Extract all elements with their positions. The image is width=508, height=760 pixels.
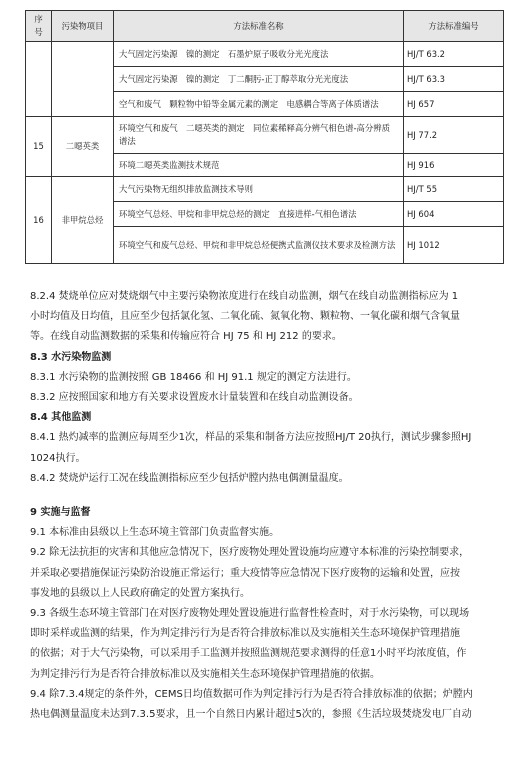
header-pollutant: 污染物项目 — [52, 11, 114, 42]
method-cell: 环境二噁英类监测技术规范 — [114, 154, 404, 177]
para-9-3-line: 即时采样或监测的结果，作为判定排污行为是否符合排放标准以及实施相关生态环境保护管理措施 — [30, 628, 460, 640]
pollutant-cell: 非甲烷总烃 — [52, 177, 114, 264]
method-cell: 大气污染物无组织排放监测技术导则 — [114, 177, 404, 202]
table-row — [26, 42, 504, 67]
para-8-2-4-line: 8.2.4 焚烧单位应对焚烧烟气中主要污染物浓度进行在线自动监测，烟气在线自动监测指标应为 1 — [30, 291, 459, 302]
para-9-2-line: 9.2 除无法抗拒的灾害和其他应急情况下，医疗废物处理处置设施均应遵守本标准的污染控制要求， — [30, 547, 470, 559]
section-heading-9: 9 实施与监督 — [30, 507, 91, 519]
code-cell: HJ/T 55 — [404, 177, 504, 202]
method-cell: 环境空气和废气总烃、甲烷和非甲烷总烃便携式监测仪技术要求及检测方法 — [114, 227, 404, 264]
para-9-3-line: 为判定排污行为是否符合排放标准以及实施相关生态环境保护管理措施的依据。 — [30, 668, 380, 680]
header-method-name: 方法标准名称 — [114, 11, 404, 42]
para-9-4-line: 热电偶测量温度未达到7.3.5要求，且一个自然日内累计超过5次的，参照《生活垃圾焚烧发电厂自动 — [30, 709, 472, 721]
code-cell: HJ/T 63.2 — [404, 42, 504, 67]
header-no: 序号 — [26, 11, 52, 42]
para-8-2-4-line: 小时均值及日均值，且应至少包括氯化氢、二氧化硫、氮氧化物、颗粒物、一氧化碳和烟气含氧量 — [30, 311, 460, 323]
para-9-1: 9.1 本标准由县级以上生态环境主管部门负责监督实施。 — [30, 527, 280, 539]
para-8-4-1-line: 8.4.1 热灼减率的监测应每周至少1次，样品的采集和制备方法应按照HJ/T 20执行，测试步骤参照HJ — [30, 432, 472, 444]
method-standards-table — [25, 10, 504, 264]
code-cell: HJ 77.2 — [404, 117, 504, 154]
table-row — [26, 177, 504, 202]
para-9-2-line: 并采取必要措施保证污染防治设施正常运行；重大疫情等应急情况下医疗废物的运输和处置，应按 — [30, 567, 460, 579]
para-8-3-1: 8.3.1 水污染物的监测按照 GB 18466 和 HJ 91.1 规定的测定方法进行。 — [30, 371, 357, 383]
pollutant-cell-empty — [52, 42, 114, 117]
para-9-4-line: 9.4 除7.3.4规定的条件外，CEMS日均值数据可作为判定排污行为是否符合排放标准的依据；炉膛内 — [30, 688, 473, 700]
no-cell: 15 — [26, 117, 52, 177]
method-cell: 大气固定污染源 镍的测定 石墨炉原子吸收分光光度法 — [114, 42, 404, 67]
spacer — [30, 489, 490, 503]
body-text — [30, 287, 490, 725]
section-heading-8-3: 8.3 水污染物监测 — [30, 351, 112, 363]
pollutant-cell: 二噁英类 — [52, 117, 114, 177]
code-cell: HJ 604 — [404, 202, 504, 227]
code-cell: HJ/T 63.3 — [404, 67, 504, 92]
code-cell: HJ 1012 — [404, 227, 504, 264]
method-cell: 环境空气和废气 二噁英类的测定 同位素稀释高分辨气相色谱-高分辨质谱法 — [114, 117, 404, 154]
no-cell: 16 — [26, 177, 52, 264]
para-9-3-line: 9.3 各级生态环境主管部门在对医疗废物处理处置设施进行监督性检查时，对于水污染物，可以现场 — [30, 608, 470, 620]
header-method-code: 方法标准编号 — [404, 11, 504, 42]
no-cell-empty — [26, 42, 52, 117]
method-cell: 大气固定污染源 镍的测定 丁二酮肟-正丁醇萃取分光光度法 — [114, 67, 404, 92]
para-8-3-2: 8.3.2 应按照国家和地方有关要求设置废水计量装置和在线自动监测设备。 — [30, 392, 359, 404]
code-cell: HJ 916 — [404, 154, 504, 177]
method-cell: 空气和废气 颗粒物中铅等金属元素的测定 电感耦合等离子体质谱法 — [114, 92, 404, 117]
table-row — [26, 117, 504, 154]
code-cell: HJ 657 — [404, 92, 504, 117]
para-8-4-2: 8.4.2 焚烧炉运行工况在线监测指标应至少包括炉膛内热电偶测量温度。 — [30, 472, 349, 484]
para-8-4-1-line: 1024执行。 — [30, 452, 86, 464]
table-header-row — [26, 11, 504, 42]
section-heading-8-4: 8.4 其他监测 — [30, 412, 92, 424]
method-cell: 环境空气总烃、甲烷和非甲烷总烃的测定 直接进样-气相色谱法 — [114, 202, 404, 227]
para-9-3-line: 的依据；对于大气污染物，可以采用手工监测并按照监测规范要求测得的任意1小时平均浓度值，作 — [30, 648, 467, 660]
para-9-2-line: 事发地的县级以上人民政府确定的处置方案执行。 — [30, 587, 250, 599]
para-8-2-4-line: 等。在线自动监测数据的采集和传输应符合 HJ 75 和 HJ 212 的要求。 — [30, 331, 342, 343]
